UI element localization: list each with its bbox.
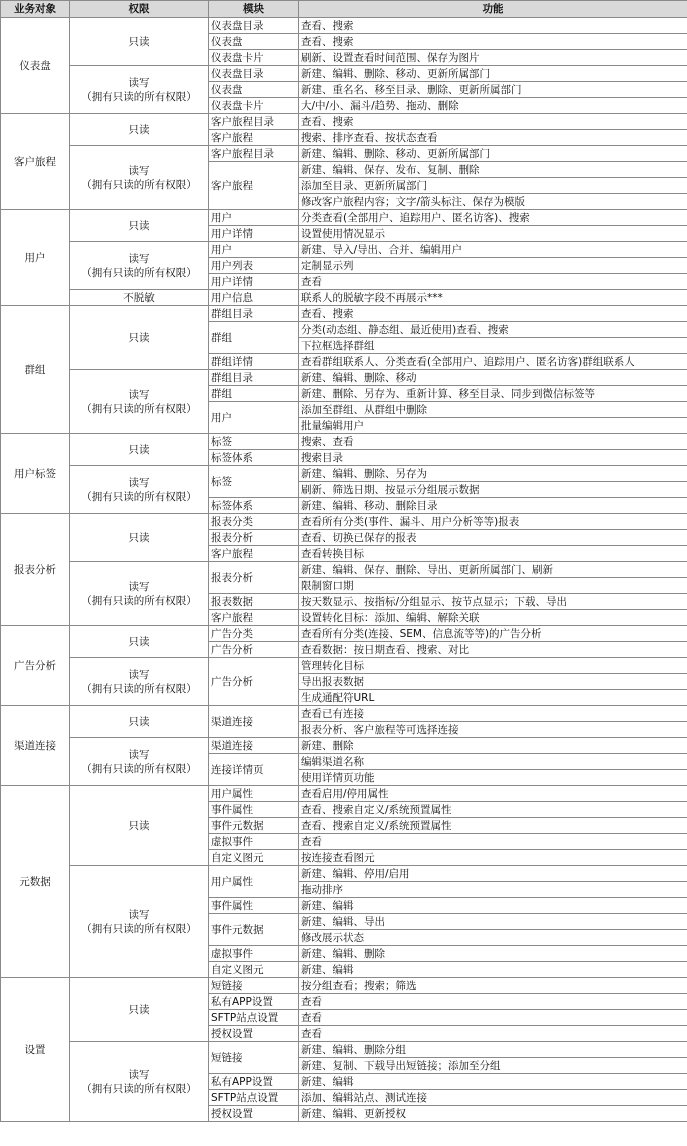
permission-label: （拥有只读的所有权限）	[81, 762, 197, 775]
function-cell: 查看数据：按日期查看、搜索、对比	[299, 642, 687, 658]
permission-cell	[70, 1042, 209, 1122]
permission-label: 读写	[128, 1068, 150, 1081]
module-cell: 报表分析	[209, 530, 299, 546]
permission-label: 读写	[128, 748, 150, 761]
function-cell: 分类查看(全部用户、追踪用户、匿名访客)、搜索	[299, 210, 687, 226]
function-cell: 新建、导入/导出、合并、编辑用户	[299, 242, 687, 258]
module-cell: 用户信息	[209, 290, 299, 306]
module-cell: 仪表盘	[209, 82, 299, 98]
permission-label: 读写	[128, 476, 150, 489]
function-cell: 新建、编辑、更新授权	[299, 1106, 687, 1122]
function-cell: 搜索、查看	[299, 434, 687, 450]
function-cell: 新建、编辑、保存、发布、复制、删除	[299, 162, 687, 178]
permission-cell	[70, 434, 209, 466]
function-cell: 使用详情页功能	[299, 770, 687, 786]
module-cell: 广告分析	[209, 658, 299, 706]
header-object: 业务对象	[1, 1, 70, 18]
permission-label: （拥有只读的所有权限）	[81, 922, 197, 935]
permission-label: 读写	[128, 668, 150, 681]
table-body	[1, 18, 687, 1122]
module-cell: 短链接	[209, 978, 299, 994]
module-cell: 事件属性	[209, 802, 299, 818]
function-cell: 查看转换目标	[299, 546, 687, 562]
function-cell: 新建、编辑、删除、移动	[299, 370, 687, 386]
module-cell: 自定义图元	[209, 850, 299, 866]
module-cell: 用户属性	[209, 866, 299, 898]
permission-label: 读写	[128, 580, 150, 593]
module-cell: 报表数据	[209, 594, 299, 610]
table-row	[1, 1042, 687, 1058]
permission-cell	[70, 370, 209, 434]
function-cell: 新建、编辑、导出	[299, 914, 687, 930]
function-cell: 定制显示列	[299, 258, 687, 274]
function-cell: 限制窗口期	[299, 578, 687, 594]
module-cell: 仪表盘卡片	[209, 98, 299, 114]
module-cell: 私有APP设置	[209, 994, 299, 1010]
function-cell: 编辑渠道名称	[299, 754, 687, 770]
module-cell: 用户	[209, 210, 299, 226]
function-cell: 分类(动态组、静态组、最近使用)查看、搜索	[299, 322, 687, 338]
header-row	[1, 1, 687, 18]
permission-label: 读写	[128, 908, 150, 921]
module-cell: 用户	[209, 242, 299, 258]
permission-cell	[70, 18, 209, 66]
table-row	[1, 306, 687, 322]
module-cell: 事件属性	[209, 898, 299, 914]
function-cell: 修改客户旅程内容；文字/箭头标注、保存为模版	[299, 194, 687, 210]
function-cell: 新建、编辑	[299, 962, 687, 978]
permission-cell	[70, 66, 209, 114]
permission-label: 只读	[128, 819, 150, 832]
permission-cell	[70, 466, 209, 514]
module-cell: 虚拟事件	[209, 946, 299, 962]
function-cell: 按连接查看图元	[299, 850, 687, 866]
function-cell: 新建、编辑、移动、删除目录	[299, 498, 687, 514]
permission-cell	[70, 562, 209, 626]
function-cell: 大/中/小、漏斗/趋势、拖动、删除	[299, 98, 687, 114]
module-cell: 标签	[209, 434, 299, 450]
function-cell: 下拉框选择群组	[299, 338, 687, 354]
permission-cell	[70, 706, 209, 738]
module-cell: 报表分析	[209, 562, 299, 594]
function-cell: 新建、编辑、删除	[299, 946, 687, 962]
permission-label: 读写	[128, 76, 150, 89]
permission-label: 只读	[128, 35, 150, 48]
permission-cell	[70, 514, 209, 562]
function-cell: 按分组查看；搜索；筛选	[299, 978, 687, 994]
function-cell: 查看已有连接	[299, 706, 687, 722]
function-cell: 查看	[299, 834, 687, 850]
module-cell: 客户旅程目录	[209, 114, 299, 130]
module-cell: 群组目录	[209, 370, 299, 386]
function-cell: 新建、编辑	[299, 898, 687, 914]
function-cell: 新建、编辑、保存、删除、导出、更新所属部门、刷新	[299, 562, 687, 578]
module-cell: 仪表盘	[209, 34, 299, 50]
module-cell: 授权设置	[209, 1026, 299, 1042]
module-cell: 私有APP设置	[209, 1074, 299, 1090]
function-cell: 批量编辑用户	[299, 418, 687, 434]
function-cell: 查看、搜索	[299, 114, 687, 130]
business-object-cell: 渠道连接	[1, 706, 70, 786]
module-cell: 用户列表	[209, 258, 299, 274]
permission-cell	[70, 114, 209, 146]
permission-label: 读写	[128, 164, 150, 177]
business-object-cell: 用户	[1, 210, 70, 306]
table-row	[1, 146, 687, 162]
module-cell: 群组详情	[209, 354, 299, 370]
function-cell: 报表分析、客户旅程等可选择连接	[299, 722, 687, 738]
function-cell: 新建、编辑、删除、另存为	[299, 466, 687, 482]
permission-label: 只读	[128, 1003, 150, 1016]
table-row	[1, 978, 687, 994]
business-object-cell: 广告分析	[1, 626, 70, 706]
function-cell: 查看所有分类(连接、SEM、信息流等等)的广告分析	[299, 626, 687, 642]
permission-label: （拥有只读的所有权限）	[81, 178, 197, 191]
function-cell: 生成通配符URL	[299, 690, 687, 706]
module-cell: 事件元数据	[209, 818, 299, 834]
function-cell: 刷新、筛选日期、按显示分组展示数据	[299, 482, 687, 498]
module-cell: SFTP站点设置	[209, 1090, 299, 1106]
header-function: 功能	[299, 1, 687, 18]
permission-cell	[70, 306, 209, 370]
function-cell: 查看	[299, 274, 687, 290]
table-row	[1, 706, 687, 722]
permission-cell	[70, 626, 209, 658]
permission-cell	[70, 786, 209, 866]
module-cell: 仪表盘目录	[209, 66, 299, 82]
permission-cell	[70, 738, 209, 786]
permission-label: （拥有只读的所有权限）	[81, 594, 197, 607]
function-cell: 查看	[299, 1010, 687, 1026]
permission-label: 只读	[128, 331, 150, 344]
module-cell: 客户旅程	[209, 610, 299, 626]
permission-label: 只读	[128, 123, 150, 136]
module-cell: 客户旅程	[209, 162, 299, 210]
business-object-cell: 元数据	[1, 786, 70, 978]
permission-label: 只读	[128, 531, 150, 544]
function-cell: 搜索目录	[299, 450, 687, 466]
permission-label: （拥有只读的所有权限）	[81, 90, 197, 103]
module-cell: 连接详情页	[209, 754, 299, 786]
function-cell: 新建、编辑、删除分组	[299, 1042, 687, 1058]
function-cell: 管理转化目标	[299, 658, 687, 674]
permission-cell	[70, 210, 209, 242]
function-cell: 搜索、排序查看、按状态查看	[299, 130, 687, 146]
function-cell: 新建、重名名、移至目录、删除、更新所属部门	[299, 82, 687, 98]
table-row	[1, 18, 687, 34]
function-cell: 添加、编辑站点、测试连接	[299, 1090, 687, 1106]
permission-label: 读写	[128, 388, 150, 401]
module-cell: 客户旅程	[209, 130, 299, 146]
function-cell: 设置转化目标：添加、编辑、解除关联	[299, 610, 687, 626]
module-cell: 自定义图元	[209, 962, 299, 978]
table-row	[1, 562, 687, 578]
table-row	[1, 466, 687, 482]
module-cell: 客户旅程目录	[209, 146, 299, 162]
table-row	[1, 514, 687, 530]
module-cell: 标签体系	[209, 450, 299, 466]
permission-label: （拥有只读的所有权限）	[81, 1082, 197, 1095]
function-cell: 拖动排序	[299, 882, 687, 898]
function-cell: 查看、搜索自定义/系统预置属性	[299, 818, 687, 834]
permission-label: （拥有只读的所有权限）	[81, 266, 197, 279]
table-row	[1, 114, 687, 130]
permission-label: 读写	[128, 252, 150, 265]
module-cell: 报表分类	[209, 514, 299, 530]
business-object-cell: 群组	[1, 306, 70, 434]
permission-cell	[70, 146, 209, 210]
table-row	[1, 658, 687, 674]
function-cell: 查看所有分类(事件、漏斗、用户分析等等)报表	[299, 514, 687, 530]
permission-cell	[70, 658, 209, 706]
function-cell: 查看	[299, 1026, 687, 1042]
module-cell: 虚拟事件	[209, 834, 299, 850]
table-row	[1, 66, 687, 82]
permission-label: （拥有只读的所有权限）	[81, 402, 197, 415]
module-cell: 群组目录	[209, 306, 299, 322]
permission-cell	[70, 866, 209, 978]
business-object-cell: 报表分析	[1, 514, 70, 626]
business-object-cell: 仪表盘	[1, 18, 70, 114]
function-cell: 修改展示状态	[299, 930, 687, 946]
table-row	[1, 434, 687, 450]
function-cell: 设置使用情况显示	[299, 226, 687, 242]
table-row	[1, 786, 687, 802]
permission-label: 只读	[128, 219, 150, 232]
module-cell: 渠道连接	[209, 738, 299, 754]
function-cell: 新建、复制、下载导出短链接；添加至分组	[299, 1058, 687, 1074]
permission-label: （拥有只读的所有权限）	[81, 490, 197, 503]
function-cell: 查看、切换已保存的报表	[299, 530, 687, 546]
function-cell: 查看、搜索	[299, 34, 687, 50]
function-cell: 添加至目录、更新所属部门	[299, 178, 687, 194]
table-row	[1, 242, 687, 258]
permission-label: 只读	[128, 443, 150, 456]
permission-cell	[70, 242, 209, 290]
permission-label: 不脱敏	[123, 291, 155, 304]
permission-label: 只读	[128, 635, 150, 648]
module-cell: 渠道连接	[209, 706, 299, 738]
module-cell: 客户旅程	[209, 546, 299, 562]
function-cell: 新建、编辑、删除、移动、更新所属部门	[299, 66, 687, 82]
module-cell: 用户	[209, 402, 299, 434]
function-cell: 刷新、设置查看时间范围、保存为图片	[299, 50, 687, 66]
table-row	[1, 290, 687, 306]
function-cell: 查看、搜索	[299, 18, 687, 34]
table-row	[1, 866, 687, 882]
module-cell: 群组	[209, 322, 299, 354]
function-cell: 按天数显示、按指标/分组显示、按节点显示；下载、导出	[299, 594, 687, 610]
table-row	[1, 370, 687, 386]
function-cell: 新建、编辑、删除、移动、更新所属部门	[299, 146, 687, 162]
module-cell: 标签	[209, 466, 299, 498]
function-cell: 新建、删除、另存为、重新计算、移至目录、同步到微信标签等	[299, 386, 687, 402]
module-cell: 群组	[209, 386, 299, 402]
module-cell: 广告分析	[209, 642, 299, 658]
table-row	[1, 210, 687, 226]
module-cell: 仪表盘卡片	[209, 50, 299, 66]
function-cell: 新建、删除	[299, 738, 687, 754]
header-module: 模块	[209, 1, 299, 18]
module-cell: 标签体系	[209, 498, 299, 514]
module-cell: 事件元数据	[209, 914, 299, 946]
module-cell: 仪表盘目录	[209, 18, 299, 34]
function-cell: 查看	[299, 994, 687, 1010]
business-object-cell: 设置	[1, 978, 70, 1122]
module-cell: 短链接	[209, 1042, 299, 1074]
permission-cell	[70, 290, 209, 306]
permission-cell	[70, 978, 209, 1042]
function-cell: 添加至群组、从群组中删除	[299, 402, 687, 418]
function-cell: 联系人的脱敏字段不再展示***	[299, 290, 687, 306]
function-cell: 查看群组联系人、分类查看(全部用户、追踪用户、匿名访客)群组联系人	[299, 354, 687, 370]
module-cell: 用户属性	[209, 786, 299, 802]
header-permission: 权限	[70, 1, 209, 18]
function-cell: 查看、搜索自定义/系统预置属性	[299, 802, 687, 818]
permission-label: （拥有只读的所有权限）	[81, 682, 197, 695]
module-cell: 广告分类	[209, 626, 299, 642]
business-object-cell: 客户旅程	[1, 114, 70, 210]
business-object-cell: 用户标签	[1, 434, 70, 514]
function-cell: 新建、编辑、停用/启用	[299, 866, 687, 882]
module-cell: 用户详情	[209, 274, 299, 290]
module-cell: 授权设置	[209, 1106, 299, 1122]
function-cell: 新建、编辑	[299, 1074, 687, 1090]
table-row	[1, 738, 687, 754]
function-cell: 查看、搜索	[299, 306, 687, 322]
module-cell: 用户详情	[209, 226, 299, 242]
table-row	[1, 626, 687, 642]
function-cell: 导出报表数据	[299, 674, 687, 690]
function-cell: 查看启用/停用属性	[299, 786, 687, 802]
permission-label: 只读	[128, 715, 150, 728]
module-cell: SFTP站点设置	[209, 1010, 299, 1026]
